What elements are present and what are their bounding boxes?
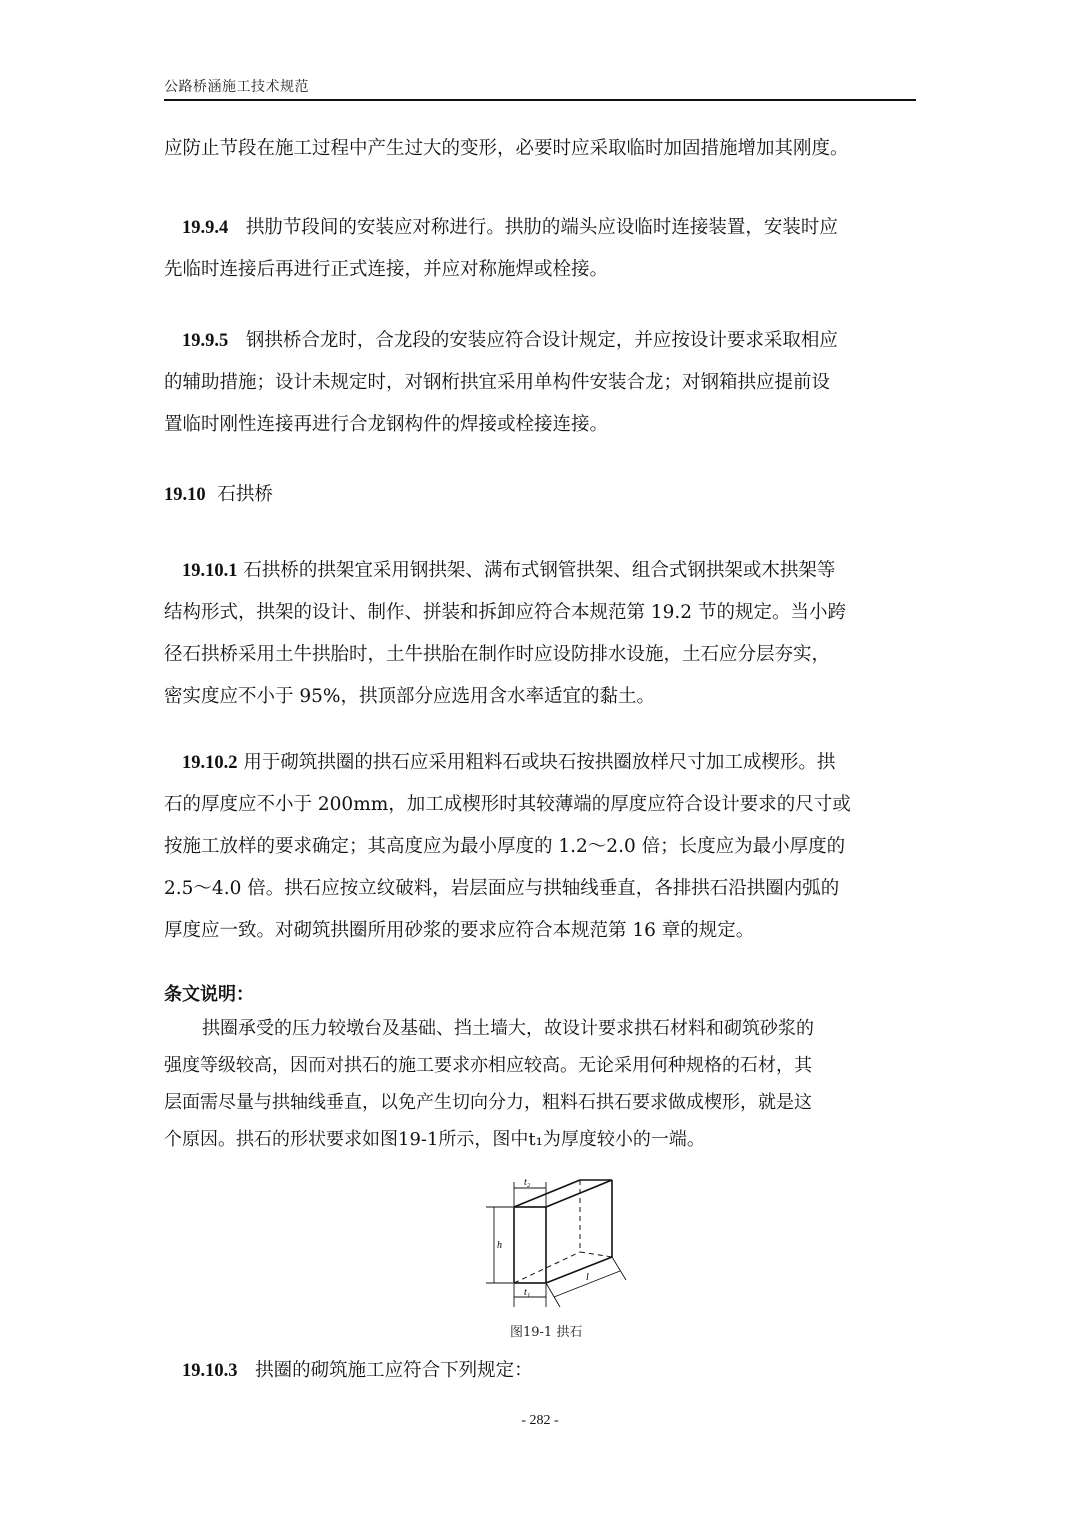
text-line [164, 1350, 914, 1392]
label-l: l [586, 1272, 589, 1283]
section-heading [164, 474, 914, 516]
clause-text: 石拱桥的拱架宜采用钢拱架、满布式钢管拱架、组合式钢拱架或木拱架等 [243, 560, 836, 581]
text-line: 层面需尽量与拱轴线垂直，以免产生切向分力，粗料石拱石要求做成楔形，就是这 [164, 1092, 812, 1113]
text-line: 密实度应不小于 95%，拱顶部分应选用含水率适宜的黏土。 [164, 686, 656, 707]
text-line: 的辅助措施；设计未规定时，对钢桁拱宜采用单构件安装合龙；对钢箱拱应提前设 [164, 372, 831, 393]
text-line [164, 207, 914, 249]
text-line: 结构形式，拱架的设计、制作、拼装和拆卸应符合本规范第 19.2 节的规定。当小跨 [164, 602, 846, 623]
text-line: 强度等级较高，因而对拱石的施工要求亦相应较高。无论采用何种规格的石材，其 [164, 1055, 812, 1076]
text-line: 拱圈承受的压力较墩台及基础、挡土墙大，故设计要求拱石材料和砌筑砂浆的 [202, 1018, 814, 1039]
clause-19-10-2 [164, 742, 914, 952]
page-number: - 282 - [521, 1413, 559, 1428]
text-line: 厚度应一致。对砌筑拱圈所用砂浆的要求应符合本规范第 16 章的规定。 [164, 920, 755, 941]
label-h: h [497, 1240, 502, 1251]
text-line [164, 320, 914, 362]
clause-text: 用于砌筑拱圈的拱石应采用粗料石或块石按拱圈放样尺寸加工成楔形。拱 [243, 752, 836, 773]
section-number: 19.10 [164, 485, 206, 505]
text-line: 置临时刚性连接再进行合龙钢构件的焊接或栓接连接。 [164, 414, 609, 435]
label-t1: t₁ [524, 1287, 531, 1298]
arch-stone-diagram [480, 1170, 640, 1345]
commentary-title: 条文说明： [164, 984, 254, 1005]
clause-text: 拱肋节段间的安装应对称进行。拱肋的端头应设临时连接装置，安装时应 [245, 217, 838, 238]
text-line: 径石拱桥采用土牛拱胎时，土牛拱胎在制作时应设防排水设施，土石应分层夯实， [164, 644, 831, 665]
paragraph-continuation [164, 128, 914, 170]
clause-number: 19.9.5 [182, 331, 229, 351]
figure-caption: 图19-1 拱石 [510, 1325, 583, 1340]
text-line: 应防止节段在施工过程中产生过大的变形，必要时应采取临时加固措施增加其刚度。 [164, 138, 849, 159]
clause-number: 19.9.4 [182, 218, 229, 238]
text-line: 个原因。拱石的形状要求如图19-1所示，图中t₁为厚度较小的一端。 [164, 1129, 705, 1150]
label-t2: t₂ [524, 1177, 531, 1188]
text-line: 2.5～4.0 倍。拱石应按立纹破料，岩层面应与拱轴线垂直，各排拱石沿拱圈内弧的 [164, 878, 840, 899]
clause-number: 19.10.1 [182, 561, 238, 581]
text-line [164, 550, 914, 592]
clause-text: 钢拱桥合龙时，合龙段的安装应符合设计规定，并应按设计要求采取相应 [245, 330, 838, 351]
text-line: 按施工放样的要求确定；其高度应为最小厚度的 1.2～2.0 倍；长度应为最小厚度的 [164, 836, 846, 857]
text-line [164, 742, 914, 784]
text-line: 先临时连接后再进行正式连接，并应对称施焊或栓接。 [164, 259, 609, 280]
clause-number: 19.10.2 [182, 753, 238, 773]
clause-19-9-4 [164, 207, 914, 291]
commentary-body [164, 1010, 914, 1158]
clause-number: 19.10.3 [182, 1361, 238, 1381]
document-title: 公路桥涵施工技术规范 [164, 79, 309, 95]
clause-19-9-5 [164, 320, 914, 446]
section-title: 石拱桥 [217, 484, 273, 505]
text-line: 石的厚度应不小于 200mm，加工成楔形时其较薄端的厚度应符合设计要求的尺寸或 [164, 794, 851, 815]
figure-arch-stone [480, 1170, 640, 1345]
clause-text: 拱圈的砌筑施工应符合下列规定： [255, 1360, 533, 1381]
running-header [164, 76, 916, 96]
clause-19-10-1 [164, 550, 914, 718]
header-rule [164, 99, 916, 101]
clause-19-10-3 [164, 1350, 914, 1392]
